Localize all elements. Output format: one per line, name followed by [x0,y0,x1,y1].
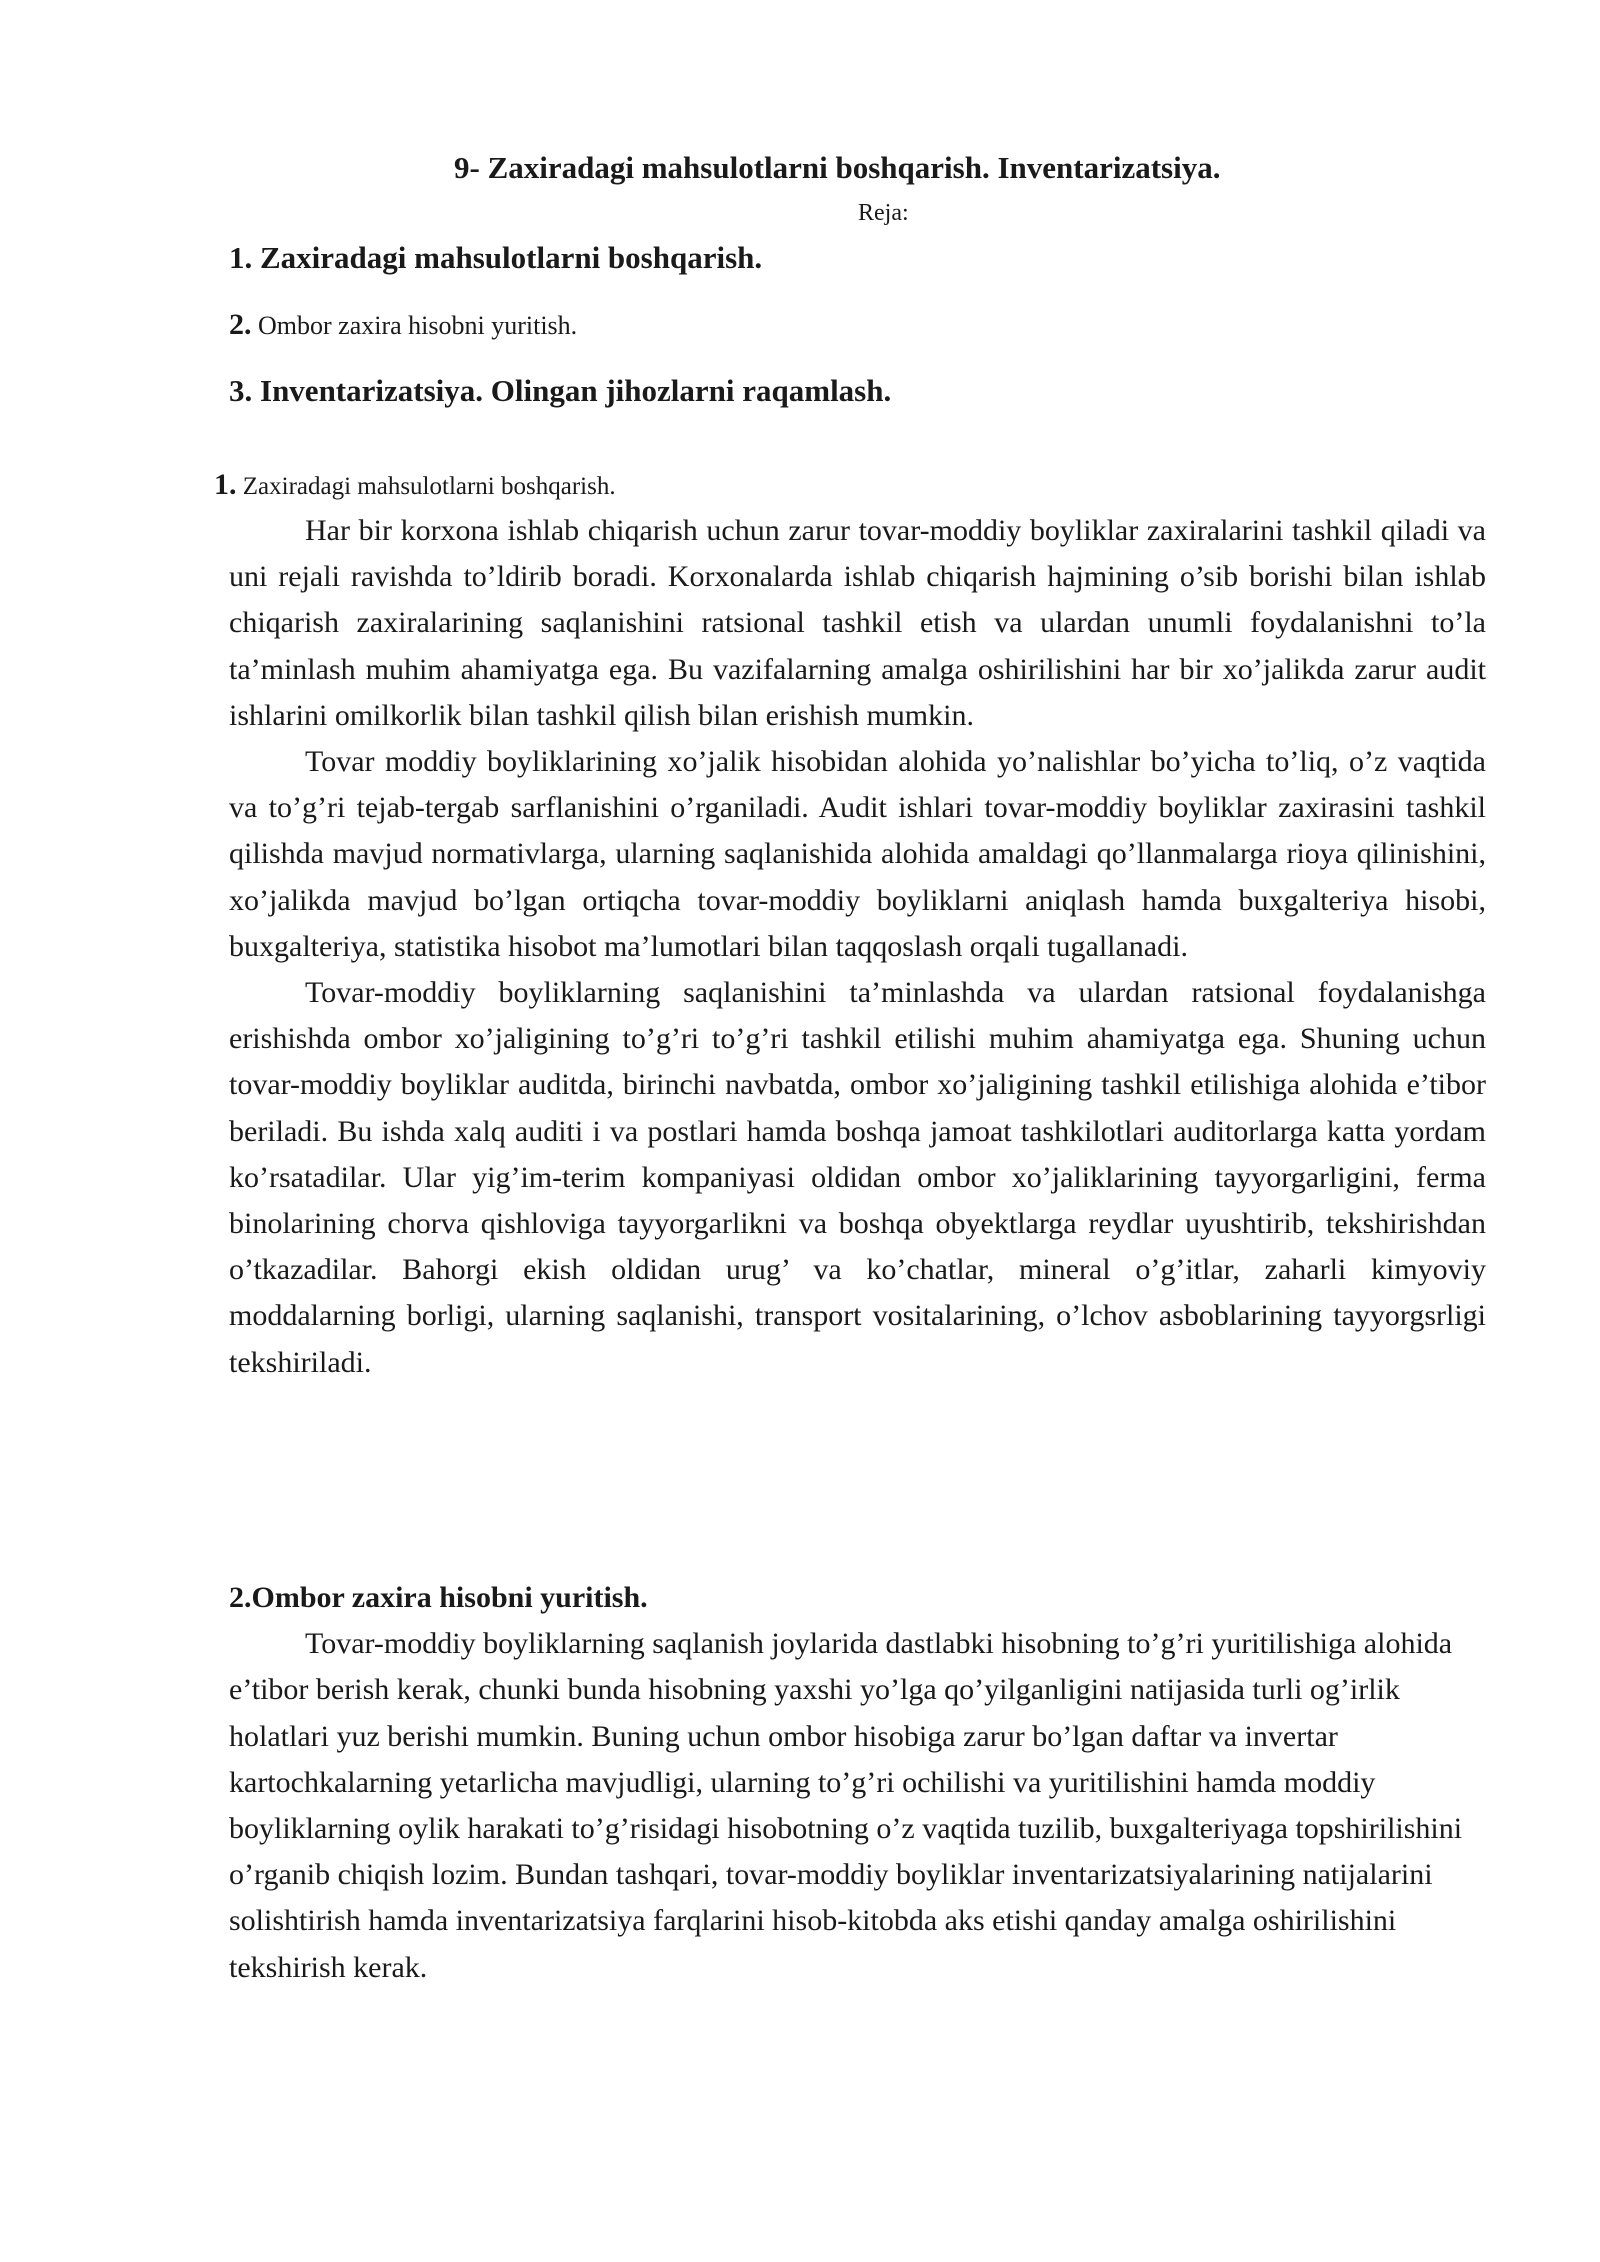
section-1-number: 1. [214,468,237,501]
section-1-paragraph-2: Tovar moddiy boyliklarining xo’jalik hisobidan alohida yo’nalishlar bo’yicha to’liq, o’z vaqtida va to’g’ri tejab-tergab sarflanishini o’rganiladi. Audit ishlari tovar-moddiy boyliklar zaxirasini tashkil qilishda mavjud normativlarga, ularning saqlanishida alohida amaldagi qo’llanmalarga rioya qilinishini, xo’jalikda mavjud bo’lgan ortiqcha tovar-moddiy boyliklarni aniqlash hamda buxgalteriya hisobi, buxgalteriya, statistika hisobot ma’lumotlari bilan taqqoslash orqali tugallanadi. [229,745,1486,963]
plan-item-2-number: 2. [229,308,252,341]
section-1-heading [214,468,616,502]
plan-item-3: 3. Inventarizatsiya. Olingan jihozlarni raqamlash. [229,373,892,408]
section-2-paragraph-1: Tovar-moddiy boyliklarning saqlanish joylarida dastlabki hisobning to’g’ri yuritilishiga alohida e’tibor berish kerak, chunki bunda hisobning yaxshi yo’lga qo’yilganligini natijasida turli og’irlik holatlari yuz berishi mumkin. Buning uchun ombor hisobiga zarur bo’lgan daftar va invertar kartochkalarning yetarlicha mavjudligi, ularning to’g’ri ochilishi va yuritilishini hamda moddiy boyliklarning oylik harakati to’g’risidagi hisobotning o’z vaqtida tuzilib, buxgalteriyaga topshirilishini o’rganib chiqish lozim. Bundan tashqari, tovar-moddiy boyliklar inventarizatsiyalarining natijalarini solishtirish hamda inventarizatsiya farqlarini hisob-kitobda aks etishi qanday amalga oshirilishini tekshirish kerak. [229,1627,1463,1984]
document-title: 9- Zaxiradagi mahsulotlarni boshqarish. Inventarizatsiya. [454,150,1221,185]
plan-item-2-text: Ombor zaxira hisobni yuritish. [251,311,578,340]
section-1-heading-text: Zaxiradagi mahsulotlarni boshqarish. [236,473,616,500]
plan-label: Reja: [858,200,909,226]
plan-item-1: 1. Zaxiradagi mahsulotlarni boshqarish. [229,240,763,275]
section-2-heading: 2.Ombor zaxira hisobni yuritish. [229,1581,648,1614]
section-1-body [229,508,1486,1386]
section-1-paragraph-3: Tovar-moddiy boyliklarning saqlanishini ta’minlashda va ulardan ratsional foydalanishga erishishda ombor xo’jaligining to’g’ri to’g’ri tashkil etilishi muhim ahamiyatga ega. Shuning uchun tovar-moddiy boyliklar auditda, birinchi navbatda, ombor xo’jaligining tashkil etilishiga alohida e’tibor beriladi. Bu ishda xalq auditi i va postlari hamda boshqa jamoat tashkilotlari auditorlarga katta yordam ko’rsatadilar. Ular yig’im-terim kompaniyasi oldidan ombor xo’jaliklarining tayyorgarligini, ferma binolarining chorva qishloviga tayyorgarlikni va boshqa obyektlarga reydlar uyushtirib, tekshirishdan o’tkazadilar. Bahorgi ekish oldidan urug’ va ko’chatlar, mineral o’g’itlar, zaharli kimyoviy moddalarning borligi, ularning saqlanishi, transport vositalarining, o’lchov asboblarining tayyorgsrligi tekshiriladi. [229,976,1486,1379]
plan-item-2 [229,308,577,342]
section-1-paragraph-1: Har bir korxona ishlab chiqarish uchun zarur tovar-moddiy boyliklar zaxiralarini tashkil qiladi va uni rejali ravishda to’ldirib boradi. Korxonalarda ishlab chiqarish hajmining o’sib borishi bilan ishlab chiqarish zaxiralarining saqlanishini ratsional tashkil etish va ulardan unumli foydalanishni to’la ta’minlash muhim ahamiyatga ega. Bu vazifalarning amalga oshirilishini har bir xo’jalikda zarur audit ishlarini omilkorlik bilan tashkil qilish bilan erishish mumkin. [229,514,1486,732]
section-2-body [229,1575,1486,1991]
